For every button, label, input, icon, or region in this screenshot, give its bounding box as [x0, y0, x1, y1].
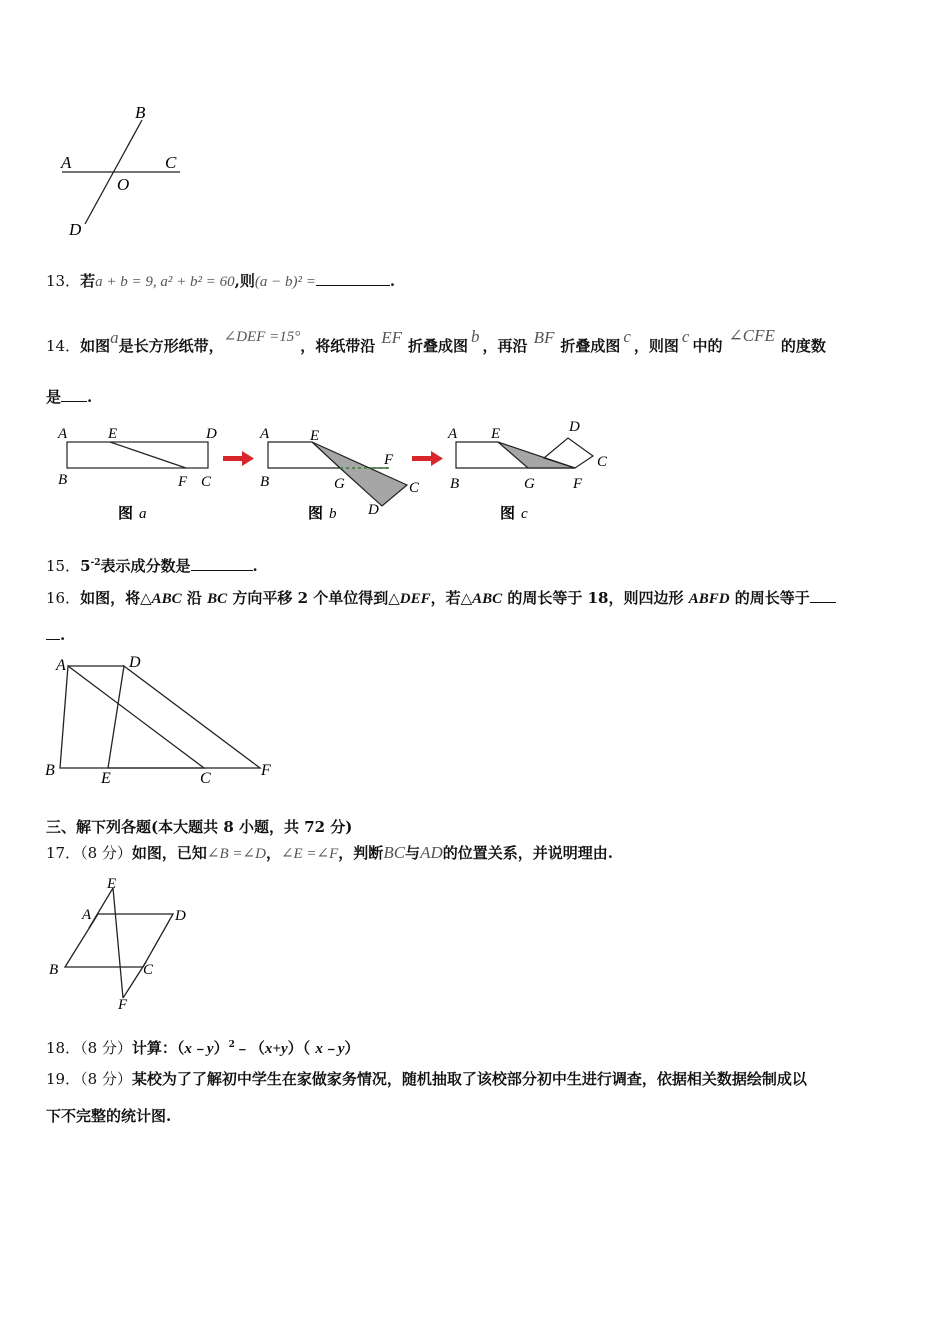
label-d: D [206, 426, 217, 442]
q16-text-3: 方向平移 2 个单位得到△ [227, 589, 400, 607]
caption-fig-b: 图 [308, 504, 324, 522]
q14-angle: ∠DEF =15° [223, 329, 301, 345]
label-d: D [129, 654, 141, 671]
figure-parallelogram [45, 872, 195, 1017]
q14-text-4: 折叠成图 [408, 337, 469, 355]
section-heading: 三、解下列各题(本大题共 8 小题，共 72 分) [46, 818, 353, 836]
question-14-line2 [46, 387, 92, 407]
label-e: E [310, 428, 320, 444]
caption-fig-b-letter: b [329, 506, 337, 522]
q16-abfd: ABFD [688, 591, 730, 607]
label-a: A [82, 907, 92, 923]
answer-blank[interactable] [810, 588, 836, 603]
q16-def: DEF [399, 591, 431, 607]
q15-end: . [252, 557, 258, 575]
question-number: 16． [46, 589, 81, 607]
q18-text-5: ） [344, 1039, 360, 1057]
question-17 [46, 843, 613, 864]
question-15 [46, 553, 258, 576]
caption-fig-c: 图 [500, 504, 516, 522]
question-19-line2: 下不完整的统计图. [46, 1107, 172, 1125]
q18-text-2: ） [213, 1039, 229, 1057]
arrow-right-icon [223, 451, 254, 466]
label-c: C [143, 962, 154, 978]
label-g: G [334, 476, 345, 492]
q15-text: 表示成分数是 [100, 557, 191, 575]
q15-base: 5 [80, 557, 91, 575]
q14-text-9: 的度数 [780, 337, 826, 355]
question-score: （8 分） [80, 1039, 132, 1057]
figure-folding-strip [50, 420, 630, 530]
question-number: 19． [46, 1070, 81, 1088]
q18-text-4: ）（ [287, 1039, 316, 1057]
question-14 [46, 326, 826, 357]
label-a: A [260, 426, 270, 442]
q17-math-2: ∠E =∠F [280, 846, 339, 862]
fig-b [259, 426, 420, 522]
q19-line1: 某校为了了解初中学生在家做家务情况，随机抽取了该校部分初中生进行调查，依据相关数据绘制成以 [131, 1070, 807, 1088]
q17-text-2: ， [265, 844, 281, 862]
label-f: F [118, 997, 128, 1013]
q18-expr-1: x﹣y [184, 1041, 214, 1057]
label-b: B [450, 476, 460, 492]
label-d: D [69, 220, 82, 239]
q17-text-3: ，判断 [338, 844, 384, 862]
label-b: B [135, 103, 146, 122]
label-c: C [201, 474, 212, 490]
label-e: E [101, 770, 111, 787]
triangle-abc [60, 666, 204, 768]
q13-suffix: . [389, 272, 396, 290]
q18-expr-3: x﹣y [315, 1041, 345, 1057]
answer-blank[interactable] [316, 271, 390, 286]
q18-square: 2 [228, 1040, 235, 1050]
q17-math-1: ∠B =∠D [206, 846, 266, 862]
label-c: C [165, 153, 177, 172]
fig-c [447, 420, 608, 522]
figure-intersecting-lines [55, 100, 195, 240]
figure-translation [40, 650, 280, 790]
q13-expression: (a − b)² = [254, 274, 316, 290]
label-e: E [107, 876, 117, 892]
label-f: F [178, 474, 188, 490]
q14-text-1: 如图 [80, 337, 111, 355]
q13-prefix: 若 [80, 272, 96, 290]
label-f: F [573, 476, 583, 492]
segment-ef [113, 888, 123, 998]
q18-expr-2: x+y [264, 1041, 288, 1057]
question-number: 15． [46, 557, 81, 575]
question-score: （8 分） [80, 1070, 132, 1088]
question-score: （8 分） [80, 844, 132, 862]
arrow-right-icon [412, 451, 443, 466]
q17-text-5: 的位置关系，并说明理由. [442, 844, 613, 862]
q14-ef: EF [381, 328, 403, 347]
q17-text-1: 如图，已知 [131, 844, 207, 862]
label-c: C [597, 454, 608, 470]
fig-a [57, 426, 217, 522]
fold-line-ef [110, 442, 186, 468]
q14-fig-a: a [110, 328, 119, 347]
q14-fig-c-2: c [681, 327, 690, 346]
q17-ad: AD [420, 843, 443, 862]
label-a: A [448, 426, 458, 442]
q16-bc: BC [207, 591, 228, 607]
label-a: A [58, 426, 68, 442]
q14-text-5: ，再沿 [482, 337, 528, 355]
label-f: F [384, 452, 394, 468]
q16-abc: ABC [151, 591, 182, 607]
question-number: 14． [46, 337, 81, 355]
label-c: C [200, 770, 211, 787]
question-number: 18． [46, 1039, 81, 1057]
segment-ea [89, 888, 113, 928]
q16-text-6: 的周长等于 [729, 589, 810, 607]
question-number: 17． [46, 844, 81, 862]
strip-rect [67, 442, 208, 468]
label-b: B [49, 962, 59, 978]
question-number: 13． [46, 272, 81, 290]
q14-text-7: ，则图 [633, 337, 679, 355]
answer-blank[interactable] [61, 387, 87, 402]
label-g: G [524, 476, 535, 492]
q13-mid: ,则 [234, 272, 255, 290]
q16-text-1: 如图，将△ [80, 589, 152, 607]
label-o: O [117, 175, 130, 194]
question-13 [46, 271, 395, 292]
label-d: D [569, 420, 580, 435]
q14-fig-b: b [471, 327, 480, 346]
q15-exponent: -2 [90, 558, 101, 568]
q14-cfe: ∠CFE [728, 326, 775, 345]
label-d: D [175, 908, 186, 924]
label-b: B [58, 472, 68, 488]
q14-text-8: 中的 [692, 337, 723, 355]
q16-text-2: 沿 [181, 589, 208, 607]
q13-formula: a + b = 9, a² + b² = 60 [95, 274, 235, 290]
caption-fig-a-letter: a [139, 506, 147, 522]
q17-text-4: 与 [405, 844, 421, 862]
label-e: E [108, 426, 118, 442]
q14-text-2: 是长方形纸带， [118, 337, 224, 355]
q14-text-3: ，将纸带沿 [300, 337, 376, 355]
answer-blank-continued[interactable] [46, 625, 60, 640]
q18-text-1: 计算：（ [131, 1039, 185, 1057]
answer-blank[interactable] [191, 556, 253, 571]
q14-end: . [87, 388, 93, 406]
question-16-line2 [46, 625, 65, 645]
label-f: F [261, 762, 271, 779]
q16-end: . [60, 626, 66, 644]
question-16 [46, 588, 836, 609]
label-a: A [61, 153, 72, 172]
label-b: B [260, 474, 270, 490]
q16-abc-2: ABC [472, 591, 503, 607]
label-c: C [409, 480, 420, 496]
label-e: E [491, 426, 501, 442]
question-19 [46, 1069, 807, 1089]
caption-fig-a: 图 [118, 504, 134, 522]
q14-line2: 是 [46, 388, 62, 406]
q16-text-4: ，若△ [430, 589, 473, 607]
q14-bf: BF [533, 328, 555, 347]
label-a: A [56, 657, 66, 674]
q17-bc: BC [383, 843, 406, 862]
label-d: D [368, 502, 379, 518]
q14-fig-c: c [623, 327, 631, 346]
question-18 [46, 1035, 360, 1059]
q18-text-3: ﹣（ [234, 1039, 265, 1057]
q14-text-6: 折叠成图 [560, 337, 621, 355]
q16-text-5: 的周长等于 18，则四边形 [502, 589, 689, 607]
label-b: B [45, 762, 55, 779]
caption-fig-c-letter: c [521, 506, 528, 522]
